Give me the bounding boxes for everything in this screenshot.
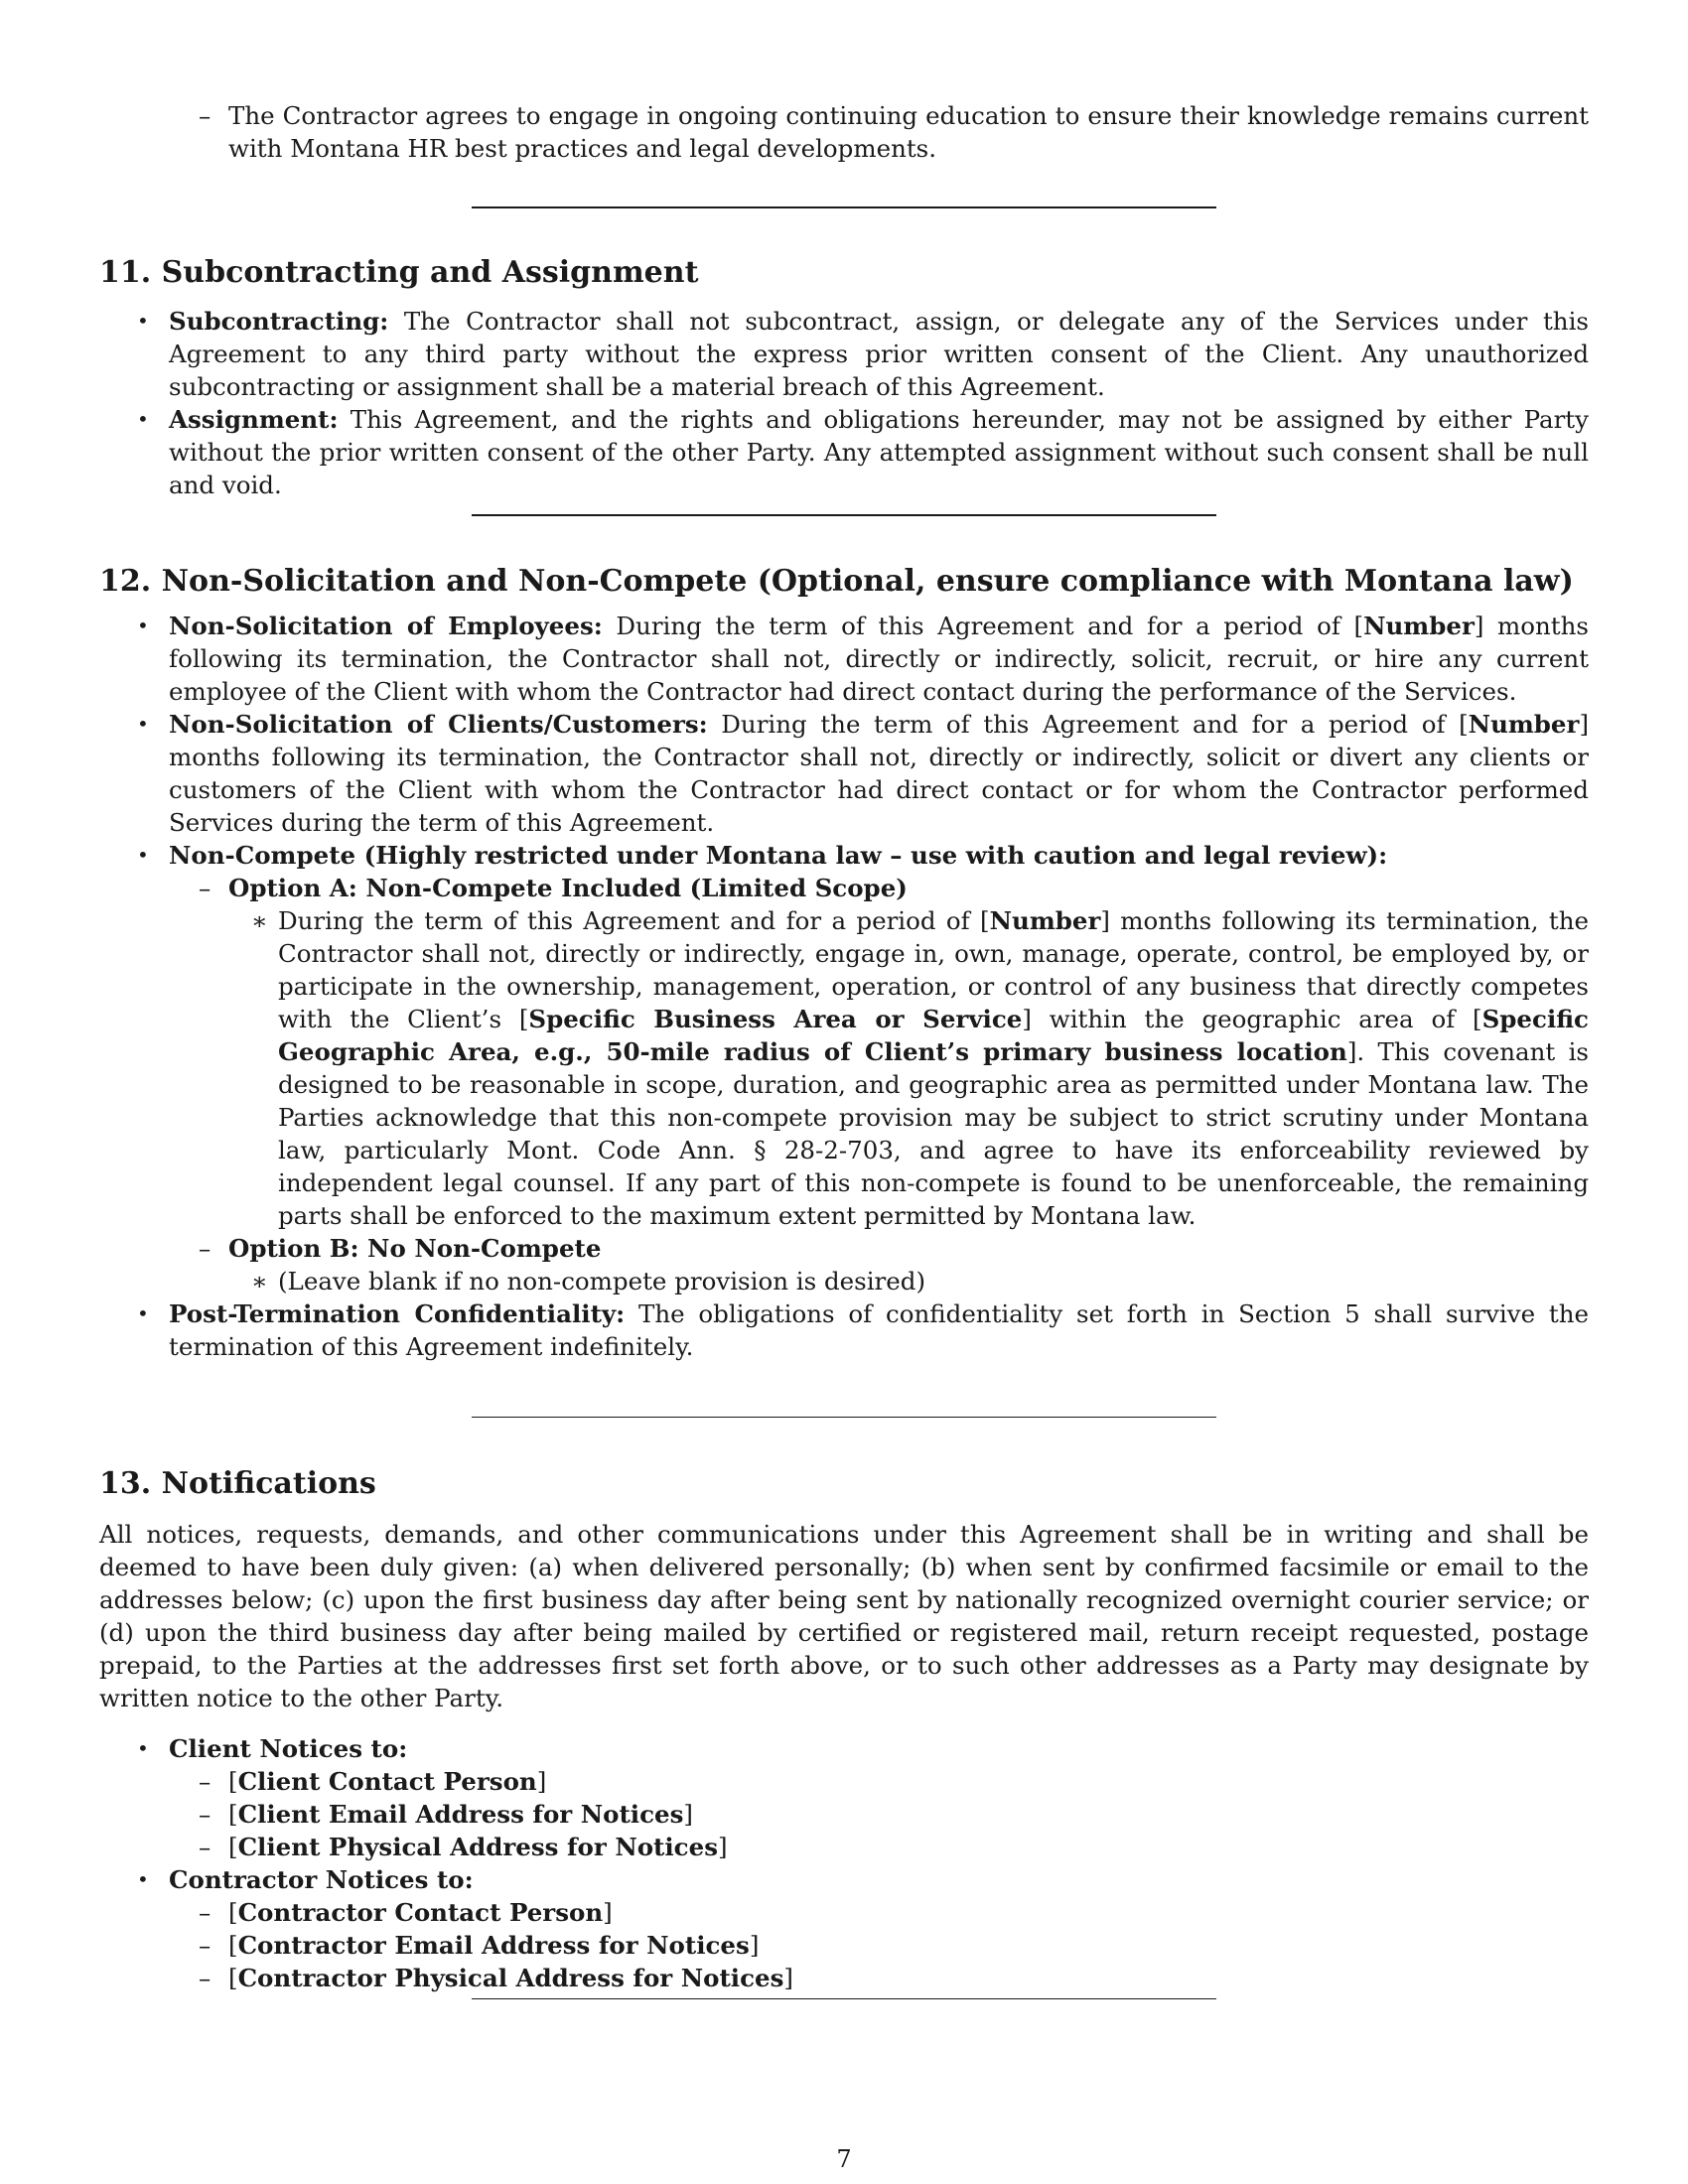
option-a-number-placeholder: Number <box>989 906 1101 935</box>
notifications-paragraph: All notices, requests, demands, and other communications under this Agreement shall be in writing and shall be deemed to have been duly given: (a) when delivered personally; (b) when sent by confirmed facsimile or email to the addresses below; (c) upon the first business day after being sent by nationally recognized overnight courier service; or (d) upon the third business day after being mailed by certified or registered mail, return receipt requested, postage prepaid, to the Parties at the addresses first set forth above, or to such other addresses as a Party may designate by written notice to the other Party. <box>99 1520 1589 1712</box>
dash-marker: – <box>199 101 211 130</box>
option-b-label: Option B: No Non-Compete <box>228 1234 602 1263</box>
list-item <box>99 610 1589 708</box>
contractor-address-placeholder: Contractor Physical Address for Notices <box>237 1964 784 1992</box>
option-a-text-3: ] within the geographic area of [ <box>1022 1005 1482 1033</box>
option-a-text-1: During the term of this Agreement and for a period of [ <box>278 906 990 935</box>
contractor-notices-label: Contractor Notices to: <box>169 1865 474 1894</box>
client-notices-label: Client Notices to: <box>169 1734 408 1763</box>
geographic-area-placeholder: Specific Geographic Area, e.g., 50-mile radius of Client’s primary business location <box>278 1005 1589 1066</box>
bullet-marker: • <box>137 1301 149 1325</box>
client-email-placeholder: Client Email Address for Notices <box>237 1800 684 1829</box>
subcontracting-text: The Contractor shall not subcontract, assign, or delegate any of the Services under this Agreement to any third party without the express prior written consent of the Client. Any unauthorized subcontracting or assignment shall be a material breach of this Agreement. <box>169 307 1589 401</box>
dash-marker: – <box>199 1800 211 1829</box>
nsc-number-placeholder: Number <box>1468 710 1580 739</box>
ptc-label: Post-Termination Confidentiality: <box>169 1299 626 1328</box>
list-item <box>99 1732 1589 1765</box>
nse-text-post: ] months following its termination, the Contractor shall not, directly or indirectly, solicit, recruit, or hire any current employee of the Client with whom the Contractor had direct contact during the performance of the Services. <box>169 612 1589 706</box>
list-item <box>99 305 1589 403</box>
list-item <box>99 403 1589 501</box>
list-item: – [Contractor Physical Address for Notices] <box>199 1964 793 1992</box>
dash-marker: – <box>199 1964 211 1992</box>
option-a-text-2: ] months following its termination, the Contractor shall not, directly or indirectly, engage in, own, manage, operate, control, be employed by, or participate in the ownership, management, operation, or control of any business that directly competes with the Client’s [ <box>278 906 1589 1033</box>
dash-marker: – <box>199 1931 211 1960</box>
dash-marker: – <box>199 1833 211 1861</box>
nse-label: Non-Solicitation of Employees: <box>169 612 603 640</box>
option-a-label: Option A: Non-Compete Included (Limited Scope) <box>228 874 908 902</box>
section-heading-12: 12. Non-Solicitation and Non-Compete (Optional, ensure compliance with Montana law) <box>99 564 1574 599</box>
contractor-contact-placeholder: Contractor Contact Person <box>237 1898 604 1927</box>
bullet-marker: • <box>137 1867 149 1891</box>
section-heading-11: 11. Subcontracting and Assignment <box>99 255 699 290</box>
list-item <box>99 99 1589 165</box>
dash-marker: – <box>199 1898 211 1927</box>
nse-text-pre: During the term of this Agreement and for a period of [ <box>602 612 1364 640</box>
list-item <box>99 1297 1589 1363</box>
list-item: – [Contractor Contact Person] <box>199 1898 613 1927</box>
bullet-marker: • <box>137 712 149 736</box>
assignment-label: Assignment: <box>169 405 339 434</box>
page-number: 7 <box>836 2145 852 2173</box>
list-item <box>99 708 1589 839</box>
ptc-text: The obligations of confidentiality set forth in Section 5 shall survive the termination of this Agreement indefinitely. <box>169 1299 1589 1361</box>
nsc-text-pre: During the term of this Agreement and for a period of [ <box>707 710 1469 739</box>
list-item: – [Client Physical Address for Notices] <box>199 1833 728 1861</box>
bullet-marker: • <box>137 407 149 431</box>
nse-number-placeholder: Number <box>1363 612 1475 640</box>
list-item: – [Contractor Email Address for Notices] <box>199 1931 760 1960</box>
option-b-text: (Leave blank if no non-compete provision is desired) <box>278 1267 926 1296</box>
dash-marker: – <box>199 1234 211 1263</box>
dash-marker: – <box>199 874 211 902</box>
bullet-marker: • <box>137 614 149 637</box>
continuing-education-text: The Contractor agrees to engage in ongoing continuing education to ensure their knowledge remains current with Montana HR best practices and legal developments. <box>228 101 1589 163</box>
business-area-placeholder: Specific Business Area or Service <box>528 1005 1023 1033</box>
list-item <box>99 1232 1589 1265</box>
list-item <box>99 839 1589 872</box>
bullet-marker: • <box>137 309 149 333</box>
assignment-text: This Agreement, and the rights and obligations hereunder, may not be assigned by either Party without the prior written consent of the other Party. Any attempted assignment without such consent shall be null and void. <box>169 405 1589 499</box>
nsc-text-post: ] months following its termination, the Contractor shall not, directly or indirectly, solicit or divert any clients or customers of the Client with whom the Contractor had direct contact or for whom the Contractor performed Services during the term of this Agreement. <box>169 710 1589 837</box>
client-address-placeholder: Client Physical Address for Notices <box>237 1833 718 1861</box>
asterisk-marker: ∗ <box>251 906 268 935</box>
contractor-email-placeholder: Contractor Email Address for Notices <box>237 1931 750 1960</box>
section-divider <box>472 206 1216 208</box>
noncompete-label: Non-Compete (Highly restricted under Montana law – use with caution and legal review): <box>169 841 1388 870</box>
client-contact-placeholder: Client Contact Person <box>237 1767 537 1796</box>
list-item: – [Client Email Address for Notices] <box>199 1800 693 1829</box>
list-item <box>99 1863 1589 1896</box>
nsc-label: Non-Solicitation of Clients/Customers: <box>169 710 708 739</box>
option-a-text-4: ]. This covenant is designed to be reasonable in scope, duration, and geographic area as permitted under Montana law. The Parties acknowledge that this non-compete provision may be subject to strict scrutiny under Montana law, particularly Mont. Code Ann. § 28-2-703, and agree to have its enforceability reviewed by independent legal counsel. If any part of this non-compete is found to be unenforceable, the remaining parts shall be enforced to the maximum extent permitted by Montana law. <box>278 1037 1589 1230</box>
list-item <box>99 1265 1589 1297</box>
section-divider <box>472 1998 1216 1999</box>
list-item: – [Client Contact Person] <box>199 1767 547 1796</box>
section-divider <box>472 514 1216 516</box>
subcontracting-label: Subcontracting: <box>169 307 389 336</box>
list-item <box>99 904 1589 1232</box>
asterisk-marker: ∗ <box>251 1267 268 1296</box>
bullet-marker: • <box>137 1736 149 1760</box>
list-item <box>99 872 1589 904</box>
dash-marker: – <box>199 1767 211 1796</box>
section-divider <box>472 1417 1216 1418</box>
bullet-marker: • <box>137 843 149 867</box>
section-heading-13: 13. Notifications <box>99 1466 376 1501</box>
